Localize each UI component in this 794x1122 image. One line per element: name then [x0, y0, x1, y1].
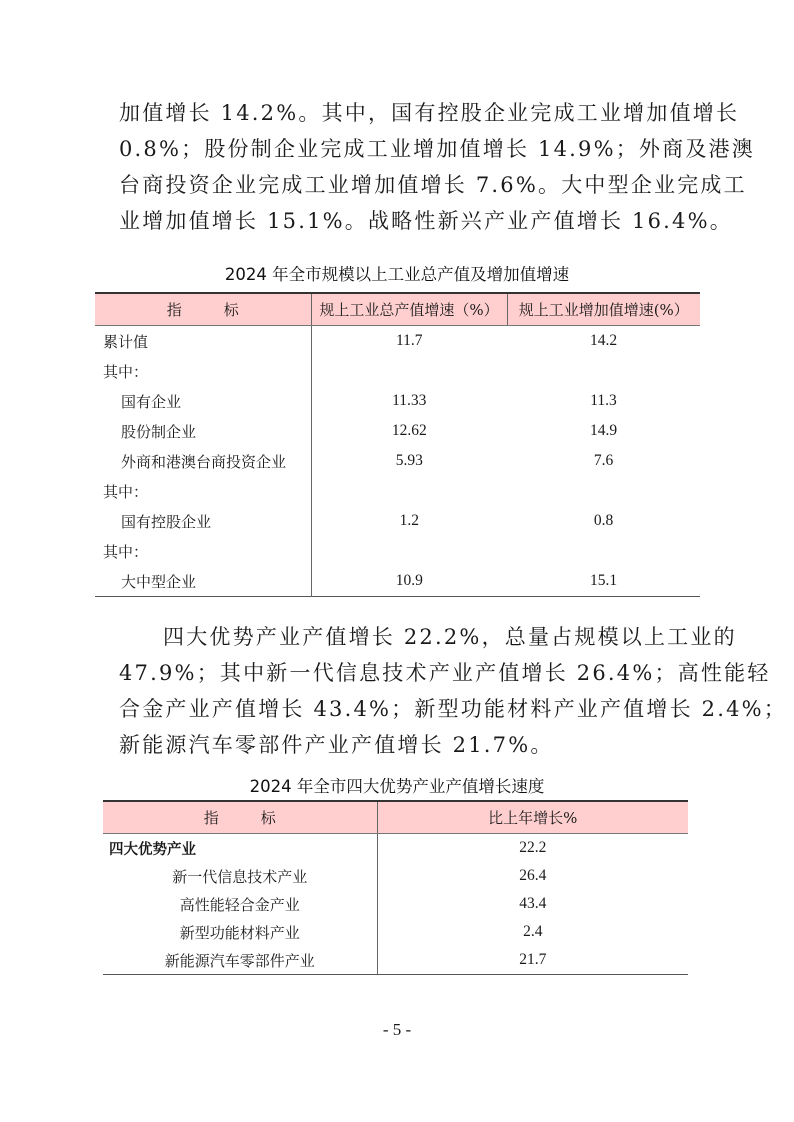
- table-row: [95, 476, 700, 506]
- row-label: 外商和港澳台商投资企业: [95, 446, 311, 476]
- header-gross-output-growth: 规上工业总产值增速（%）: [311, 293, 507, 326]
- row-label: 四大优势产业: [103, 834, 377, 863]
- table-row: [95, 386, 700, 416]
- value-added-growth-value: 7.6: [593, 452, 614, 469]
- industrial-output-growth-table: [95, 292, 700, 597]
- paragraph-line: 新能源汽车零部件产业产值增长 21.7%。: [119, 733, 554, 757]
- page-number: - 5 -: [382, 1020, 412, 1039]
- value-added-growth-value: [507, 476, 700, 506]
- table-header-row: [103, 801, 688, 834]
- paragraph-line: 47.9%；其中新一代信息技术产业产值增长 26.4%；高性能轻: [119, 661, 771, 685]
- paragraph-industrial-value-added: [119, 95, 755, 239]
- yoy-growth-value: 2.4: [523, 923, 543, 940]
- yoy-growth-value: 43.4: [519, 895, 547, 912]
- yoy-growth-value: 22.2: [519, 839, 547, 856]
- row-label: 国有企业: [95, 386, 311, 416]
- value-added-growth-value: 15.1: [589, 572, 618, 589]
- value-added-growth-value: 11.3: [590, 392, 617, 409]
- paragraph-line: 四大优势产业产值增长 22.2%，总量占规模以上工业的: [163, 625, 737, 649]
- table-row: [95, 446, 700, 476]
- header-indicator: [95, 293, 311, 326]
- value-added-growth-value: [507, 356, 700, 386]
- value-added-growth-value: [507, 536, 700, 566]
- header-indicator-char: 指: [203, 809, 219, 827]
- table-row: [103, 834, 688, 863]
- row-label: 新一代信息技术产业: [103, 862, 377, 890]
- table-row: [95, 416, 700, 446]
- row-label: 大中型企业: [95, 566, 311, 597]
- gross-output-growth-value: 12.62: [391, 422, 427, 439]
- row-label: 其中：: [95, 356, 311, 386]
- header-indicator-char: 标: [260, 809, 276, 827]
- row-label: 新能源汽车零部件产业: [103, 946, 377, 975]
- yoy-growth-value: 26.4: [519, 867, 547, 884]
- row-label: 其中：: [95, 476, 311, 506]
- table-row: [95, 536, 700, 566]
- gross-output-growth-value: [311, 476, 507, 506]
- row-label: 股份制企业: [95, 416, 311, 446]
- paragraph-line: 业增加值增长 15.1%。战略性新兴产业产值增长 16.4%。: [119, 209, 733, 233]
- table-row: [95, 326, 700, 357]
- row-label: 其中：: [95, 536, 311, 566]
- value-added-growth-value: 14.2: [589, 332, 618, 349]
- table-row: [95, 506, 700, 536]
- row-label: 高性能轻合金产业: [103, 890, 377, 918]
- gross-output-growth-value: 10.9: [395, 572, 423, 589]
- gross-output-growth-value: 11.7: [395, 332, 423, 349]
- table-row: [95, 356, 700, 386]
- table-row: [95, 566, 700, 597]
- table-row: [103, 890, 688, 918]
- table-row: [103, 862, 688, 890]
- gross-output-growth-value: 5.93: [395, 452, 423, 469]
- paragraph-line: 合金产业产值增长 43.4%；新型功能材料产业产值增长 2.4%；: [119, 697, 788, 721]
- table-header-row: [95, 293, 700, 326]
- table-row: [103, 946, 688, 975]
- gross-output-growth-value: 11.33: [392, 392, 427, 409]
- gross-output-growth-value: 1.2: [399, 512, 419, 529]
- table-row: [103, 918, 688, 946]
- header-indicator: [103, 801, 377, 834]
- value-added-growth-value: 14.9: [589, 422, 618, 439]
- row-label: 国有控股企业: [95, 506, 311, 536]
- header-value-added-growth: 规上工业增加值增速(%）: [507, 293, 700, 326]
- row-label: 累计值: [95, 326, 311, 357]
- advantage-industries-growth-table: [103, 800, 688, 975]
- paragraph-line: 0.8%；股份制企业完成工业增加值增长 14.9%；外商及港澳: [119, 137, 755, 161]
- paragraph-four-advantage-industries: [119, 619, 788, 763]
- header-indicator-char: 指: [166, 301, 182, 319]
- gross-output-growth-value: [311, 356, 507, 386]
- header-yoy-growth: 比上年增长%: [377, 801, 688, 834]
- row-label: 新型功能材料产业: [103, 918, 377, 946]
- gross-output-growth-value: [311, 536, 507, 566]
- paragraph-line: 加值增长 14.2%。其中，国有控股企业完成工业增加值增长: [119, 101, 740, 125]
- header-indicator-char: 标: [223, 301, 239, 319]
- value-added-growth-value: 0.8: [593, 512, 614, 529]
- paragraph-line: 台商投资企业完成工业增加值增长 7.6%。大中型企业完成工: [119, 173, 747, 197]
- table2-title: 2024 年全市四大优势产业产值增长速度: [249, 777, 545, 796]
- table1-title: 2024 年全市规模以上工业总产值及增加值增速: [224, 265, 570, 284]
- yoy-growth-value: 21.7: [519, 951, 547, 968]
